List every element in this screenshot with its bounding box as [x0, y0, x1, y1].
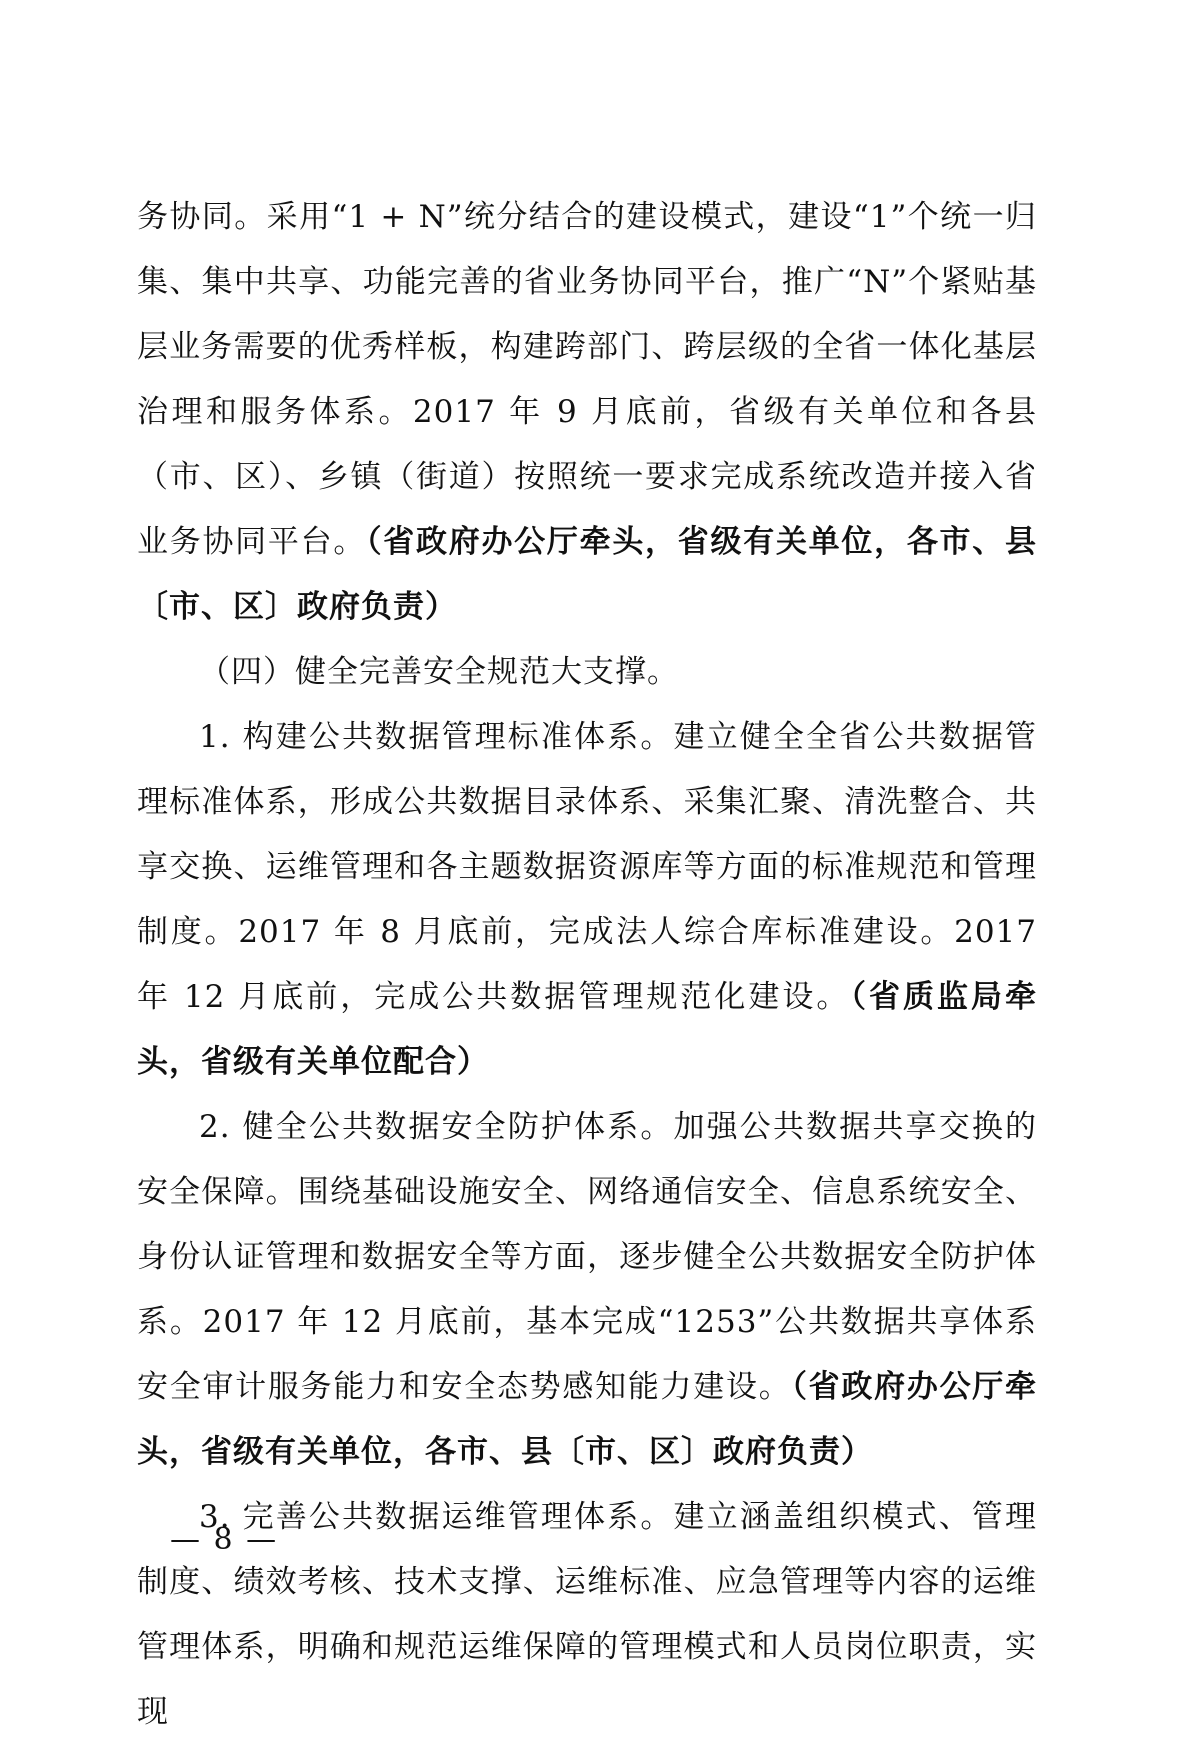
paragraph-1-responsibility: （省政府办公厅牵头，省级有关单位，各市、县〔市、区〕政府负责） [137, 524, 1038, 625]
page-number: — 8 — [170, 1522, 279, 1557]
paragraph-item-2 [137, 1095, 1037, 1485]
paragraph-1-text: 务协同。采用“1 + N”统分结合的建设模式，建设“1”个统一归集、集中共享、功能完善的省业务协同平台，推广“N”个紧贴基层业务需要的优秀样板，构建跨部门、跨层级的全省一体化基层治理和服务体系。2017 年 9 月底前，省级有关单位和各县（市、区）、乡镇（街道）按照统一要求完成系统改造并接入省业务协同平台。 [137, 199, 1037, 560]
body-text [137, 185, 1037, 1745]
section-heading-4 [137, 640, 1037, 705]
paragraph-item-1 [137, 705, 1037, 1095]
paragraph-item-2-text: 2. 健全公共数据安全防护体系。加强公共数据共享交换的安全保障。围绕基础设施安全、网络通信安全、信息系统安全、身份认证管理和数据安全等方面，逐步健全公共数据安全防护体系。2017 年 12 月底前，基本完成“1253”公共数据共享体系安全审计服务能力和安全态势感知能力建设。 [137, 1109, 1037, 1405]
paragraph-item-2-responsibility: （省政府办公厅牵头，省级有关单位，各市、县〔市、区〕政府负责） [137, 1369, 1038, 1470]
section-heading-4-text: （四）健全完善安全规范大支撑。 [199, 654, 679, 690]
paragraph-item-3-text: 3. 完善公共数据运维管理体系。建立涵盖组织模式、管理制度、绩效考核、技术支撑、运维标准、应急管理等内容的运维管理体系，明确和规范运维保障的管理模式和人员岗位职责，实现 [137, 1499, 1037, 1730]
paragraph-item-1-responsibility: （省质监局牵头，省级有关单位配合） [137, 979, 1038, 1080]
paragraph-1 [137, 185, 1037, 640]
paragraph-item-1-text: 1. 构建公共数据管理标准体系。建立健全全省公共数据管理标准体系，形成公共数据目录体系、采集汇聚、清洗整合、共享交换、运维管理和各主题数据资源库等方面的标准规范和管理制度。2017 年 8 月底前，完成法人综合库标准建设。2017 年 12 月底前，完成公共数据管理规范化建设。 [137, 719, 1037, 1015]
